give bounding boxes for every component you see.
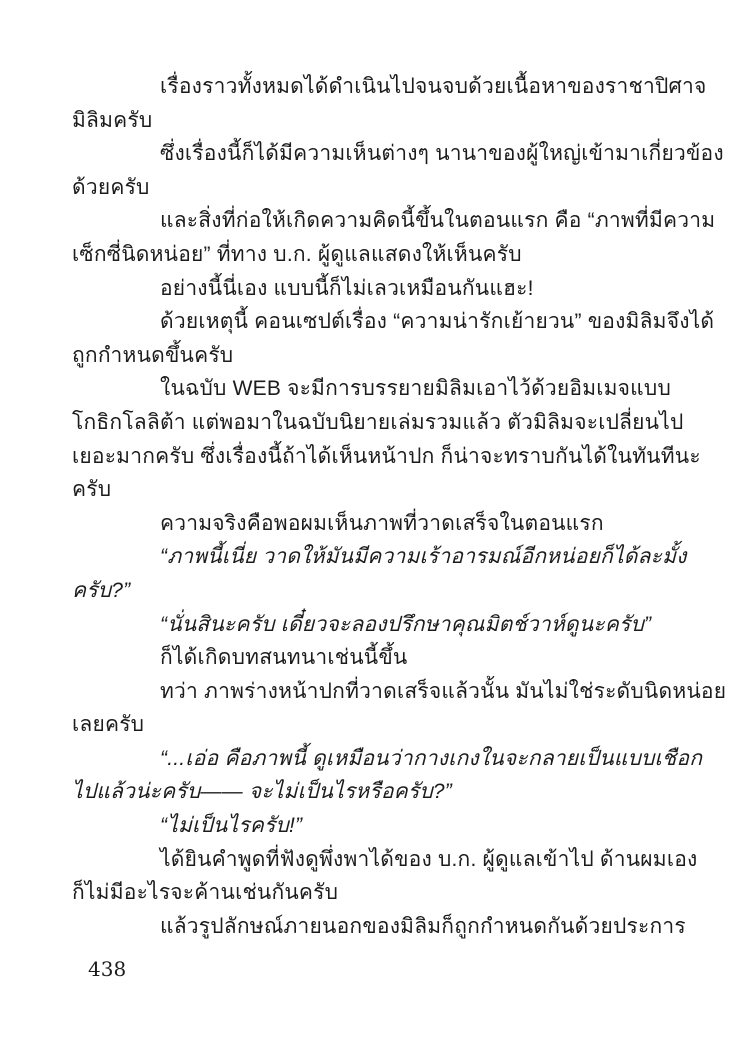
text-line: มิลิมครับ [72,108,153,132]
text-line: แล้วรูปลักษณ์ภายนอกของมิลิมก็ถูกกำหนดกันด้วยประการ [160,914,686,938]
body-text [72,70,727,943]
text-line: ครับ [72,478,112,502]
text-line: ด้วยเหตุนี้ คอนเซปต์เรื่อง “ความน่ารักเย้ายวน” ของมิลิมจึงได้ [160,310,715,334]
text-line: ก็ได้เกิดบทสนทนาเช่นนี้ขึ้น [160,646,408,670]
text-line: “...เอ่อ คือภาพนี้ ดูเหมือนว่ากางเกงในจะกลายเป็นแบบเชือก [160,746,703,770]
text-line: ด้วยครับ [72,175,150,199]
text-line: ไปแล้วน่ะครับ—— จะไม่เป็นไรหรือครับ?” [72,780,452,804]
text-line: ถูกกำหนดขึ้นครับ [72,343,234,367]
text-line: “นั่นสินะครับ เดี๋ยวจะลองปรึกษาคุณมิตช์วาห์ดูนะครับ” [160,612,652,636]
text-line: “ไม่เป็นไรครับ!” [160,814,303,838]
text-line: และสิ่งที่ก่อให้เกิดความคิดนี้ขึ้นในตอนแรก คือ “ภาพที่มีความ [160,209,716,233]
text-line: เยอะมากครับ ซึ่งเรื่องนี้ถ้าได้เห็นหน้าปก ก็น่าจะทราบกันได้ในทันทีนะ [72,444,701,468]
text-line: เซ็กซี่นิดหน่อย” ที่ทาง บ.ก. ผู้ดูแลแสดงให้เห็นครับ [72,242,522,266]
text-line: อย่างนี้นี่เอง แบบนี้ก็ไม่เลวเหมือนกันแฮะ! [160,276,534,300]
text-line: เรื่องราวทั้งหมดได้ดำเนินไปจนจบด้วยเนื้อหาของราชาปิศาจ [160,75,707,98]
page-number: 438 [88,957,127,981]
text-line: “ภาพนี้เนี่ย วาดให้มันมีความเร้าอารมณ์อีกหน่อยก็ได้ละมั้ง [160,545,687,569]
text-line: ในฉบับ WEB จะมีการบรรยายมิลิมเอาไว้ด้วยอิมเมจแบบ [160,377,671,401]
text-line: ได้ยินคำพูดที่ฟังดูพึ่งพาได้ของ บ.ก. ผู้ดูแลเข้าไป ด้านผมเอง [160,847,698,871]
text-line: ซึ่งเรื่องนี้ก็ได้มีความเห็นต่างๆ นานาของผู้ใหญ่เข้ามาเกี่ยวข้อง [160,142,724,166]
text-line: ครับ?” [72,578,131,602]
text-line: ความจริงคือพอผมเห็นภาพที่วาดเสร็จในตอนแรก [160,511,604,535]
text-line: ก็ไม่มีอะไรจะค้านเช่นกันครับ [72,881,339,905]
text-line: เลยครับ [72,713,145,737]
text-line: โกธิกโลลิต้า แต่พอมาในฉบับนิยายเล่มรวมแล้ว ตัวมิลิมจะเปลี่ยนไป [72,410,684,434]
text-line: ทว่า ภาพร่างหน้าปกที่วาดเสร็จแล้วนั้น มันไม่ใช่ระดับนิดหน่อย [160,679,727,703]
